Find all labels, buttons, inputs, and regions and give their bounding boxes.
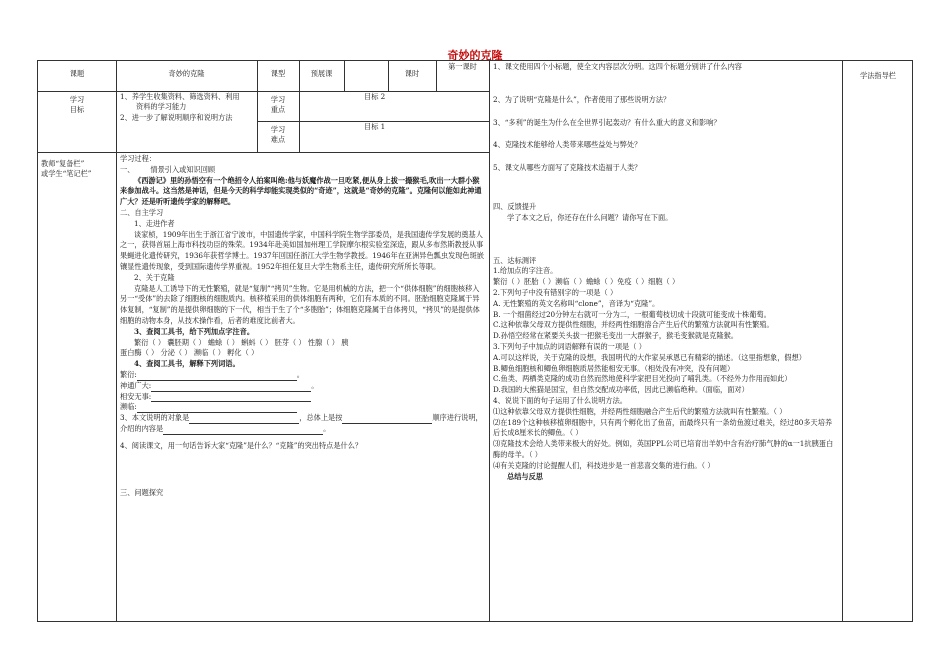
course-label: 课题 bbox=[69, 69, 85, 78]
q3-text: ，总体上是按 bbox=[299, 413, 343, 423]
test-option: B. 一个细菌经过20分钟左右就可一分为二，一根葡萄枝切成十段就可能变成十株葡萄。 bbox=[493, 309, 771, 319]
q3-text: 顺序进行说明，介绍的内容是 bbox=[120, 413, 483, 433]
step1-num: 一、 bbox=[120, 164, 135, 174]
author-text: 谈家桢，1909年出生于浙江省宁波市，中国遗传学家，中国科学院生物学部委员，是我国遗传学发展的奠基人之一，获得首届上海市科技功臣的殊荣。1934年赴美如国加州理工学院摩尔根实验室深造，跟从多布然斯教授从事果蝇进化遗传研究，1936年获哲学博士。1937年回国任浙江大学生物学教授。1946年在亚洲异色瓢虫发现色斑嵌镶显性遗传现象，受到国际遗传学界重视。1952年担任复旦大学生物系主任，遗传研究所所长等职。 bbox=[120, 229, 484, 271]
goal-item: 2、进一步了解说明顺序和说明方法 bbox=[120, 112, 233, 122]
feedback-text: 学了本文之后，你还存在什么问题？请你写在下面。 bbox=[507, 212, 673, 222]
question: 4、克隆技术能够给人类带来哪些益处与弊处？ bbox=[493, 140, 642, 150]
tool2-heading: 4、查阅工具书，解释下列词语。 bbox=[134, 359, 240, 369]
learning-process bbox=[120, 154, 486, 620]
type-value: 预展课 bbox=[310, 69, 333, 78]
question: 1、课文使用四个小标题，使全文内容层次分明。这四个标题分别讲了什么内容 bbox=[493, 62, 742, 71]
test-option: ⑶克隆技术会给人类带来极大的好处。例如，英国PPL公司已培育出羊奶中含有治疗肺气肿的α一1抗胰蛋白酶的母羊。（ ） bbox=[493, 439, 834, 459]
clone-heading: 2、关于克隆 bbox=[134, 272, 175, 282]
pinyin-row bbox=[120, 338, 486, 349]
q3-line bbox=[120, 413, 486, 435]
word-line bbox=[120, 402, 486, 413]
goals-list bbox=[120, 92, 255, 123]
step3-heading: 三、问题探究 bbox=[120, 487, 164, 497]
divider bbox=[38, 152, 489, 153]
divider bbox=[344, 61, 345, 91]
divider bbox=[116, 152, 117, 621]
difficulty-label-line: 学习 bbox=[270, 125, 286, 134]
pinyin-item: 蛋白酶（ ） bbox=[120, 348, 159, 358]
q3-text: 。 bbox=[323, 423, 331, 433]
word-term: 相安无事: bbox=[120, 391, 152, 401]
question: 5、课文从哪些方面写了克隆技术造福于人类？ bbox=[493, 163, 642, 173]
divider bbox=[842, 61, 843, 621]
answer-blank[interactable] bbox=[342, 416, 432, 424]
test-item: 4、说说下面的句子运用了什么说明方法。 bbox=[493, 395, 627, 405]
question: 3、“多利”的诞生为什么在全世界引起轰动？有什么重大的意义和影响？ bbox=[493, 117, 721, 127]
exercise-column bbox=[493, 62, 839, 620]
goal-item: 资料的学习能力 bbox=[136, 102, 187, 112]
step1-title: 情景引入或知识回顾 bbox=[150, 164, 216, 174]
pinyin-item: 性腺（ ） bbox=[307, 337, 339, 347]
goal-item: 1、养学生收集资料、筛选资料、利用 bbox=[120, 92, 240, 101]
step2-heading: 二、自主学习 bbox=[120, 207, 164, 217]
answer-blank[interactable] bbox=[137, 373, 297, 381]
teacher-note: 教师“复备栏” bbox=[41, 159, 85, 168]
pinyin-item: 分泌（ ） bbox=[160, 348, 192, 358]
test-option: D.孙悟空经常在紧要关头拔一把猴毛变出一大群猴子，猴毛变猴就是克隆猴。 bbox=[493, 331, 738, 341]
test-item: 繁衍（ ）胚胎（ ）濒临（ ）蟾蜍（ ）免疫（ ）细胞（ ） bbox=[493, 277, 680, 287]
pinyin-item: 囊胚期（ ） bbox=[167, 337, 206, 347]
summary-heading: 总结与反思 bbox=[507, 471, 543, 481]
goals-label-line: 目标 bbox=[69, 105, 85, 115]
pinyin-item: 胰 bbox=[341, 337, 349, 347]
q3-text: 3、本文说明的对象是 bbox=[120, 413, 190, 423]
clone-text: 克隆是人工诱导下的无性繁殖，就是“复制”“拷贝”生物。它是用机械的方法，把一个“供体细胞”的细胞核移入另一“受体”的去除了细胞核的细胞质内。核移植采用的供体细胞有两种，它们有本质的不同。胚胎细胞克隆属于异体复制，“复制”的是提供卵细胞的下一代，相当于生了个“多胞胎”；体细胞克隆属于自体拷贝，“拷贝”的是提供体细胞的动物本身，从技术操作看，后者的难度比前者大。 bbox=[120, 283, 480, 325]
word-term: 濒临: bbox=[120, 402, 137, 412]
answer-blank[interactable] bbox=[151, 384, 311, 392]
period-value: 第一课时 bbox=[448, 62, 477, 71]
process-title: 学习过程： bbox=[120, 154, 156, 163]
word-term: 繁衍: bbox=[120, 369, 137, 379]
word-term: 神通广大: bbox=[120, 380, 152, 390]
test-option: ⑴这种依靠父母双方提供性细胞，并经两性细胞融合产生后代的繁殖方法就叫有性繁殖。（ ） bbox=[493, 406, 787, 416]
key-label-line: 学习 bbox=[270, 95, 286, 104]
q4-text: 4、阅读课文，用一句话告诉大家“克隆”是什么？“克隆”的突出特点是什么？ bbox=[120, 440, 363, 450]
answer-blank[interactable] bbox=[163, 427, 323, 435]
difficulty-label-line: 难点 bbox=[270, 135, 286, 145]
author-heading: 1、走进作者 bbox=[134, 218, 175, 228]
test-option: C.这种依靠父母双方提供性细胞，并经两性细胞溶合产生后代的繁殖方法就叫有性繁殖。 bbox=[493, 320, 774, 330]
test-item: 3.下列句子中加点的词语解释有误的一项是（ ） bbox=[493, 341, 646, 351]
test-item: 1.给加点的字注音。 bbox=[493, 266, 558, 276]
page-title: 奇妙的克隆 bbox=[447, 49, 503, 62]
test-option: A. 无性繁殖的英文名称叫“clone”，音译为“克隆”。 bbox=[493, 298, 660, 308]
pinyin-row bbox=[120, 348, 486, 359]
step1-heading bbox=[120, 165, 486, 176]
period-label: 课时 bbox=[404, 69, 420, 78]
test-option: B.鲫鱼细胞核和鲫鱼卵细胞质居然能相安无事。（相处没有冲突，没有问题） bbox=[493, 363, 735, 373]
test-option: A.可以这样说，关于克隆的设想，我国明代的大作家吴承恩已有精彩的描述。（这里指想象，假想） bbox=[493, 352, 806, 362]
word-line bbox=[120, 392, 486, 403]
answer-blank[interactable] bbox=[137, 405, 297, 413]
pinyin-item: 濒临（ ） bbox=[193, 348, 225, 358]
test-option: ⑷有关克隆的讨论提醒人们，科技进步是一首悲喜交集的进行曲。（ ） bbox=[493, 460, 715, 470]
answer-blank[interactable] bbox=[151, 394, 311, 402]
difficulty-value: 目标 1 bbox=[364, 122, 386, 131]
method-guide-label: 学法指导栏 bbox=[860, 71, 896, 80]
course-name: 奇妙的克隆 bbox=[168, 69, 205, 78]
goals-label-line: 学习 bbox=[69, 95, 85, 104]
test-heading: 五、达标测评 bbox=[493, 255, 537, 265]
goals-label bbox=[38, 95, 116, 116]
difficulty-label bbox=[257, 125, 299, 146]
question: 2、为了说明“克隆是什么”，作者使用了那些说明方法？ bbox=[493, 94, 671, 104]
answer-blank[interactable] bbox=[189, 416, 299, 424]
student-note: 或学生“笔记栏” bbox=[41, 169, 92, 179]
key-value: 目标 2 bbox=[364, 92, 386, 101]
lesson-table bbox=[37, 60, 913, 622]
test-option: C.鱼类、两栖类克隆的成功自然而然地使科学家把目光投向了哺乳类。（不经外力作用而如此） bbox=[493, 374, 792, 384]
key-label-line: 重点 bbox=[270, 105, 286, 115]
word-line: 神通广大: 。 bbox=[120, 380, 319, 390]
word-line: 繁衍: 。 bbox=[120, 369, 304, 379]
intro-passage: 《西游记》里的孙悟空有一个绝招令人拍案叫绝:他与妖魔作战一旦吃紧,便从身上拔一撮猴毛,吹出一大群小猴来参加战斗。这当然是神话，但是今天的科学却能实现类似的“奇迹”，这就是“奇妙的克隆”。克隆何以能如此神通广大？还是听听遗传学家的解释吧。 bbox=[120, 175, 482, 207]
tool1-heading: 3、查阅工具书，给下列加点字注音。 bbox=[134, 326, 255, 336]
pinyin-item: 繁衍（ ） bbox=[134, 337, 166, 347]
key-label bbox=[257, 95, 299, 116]
divider bbox=[489, 61, 490, 621]
test-option: D.我国的大熊猫是国宝，但自然交配成功率低，因此已濒临绝种。（面临，面对） bbox=[493, 385, 749, 395]
pinyin-item: 胚芽（ ） bbox=[274, 337, 306, 347]
pinyin-item: 蟾蜍（ ） bbox=[207, 337, 239, 347]
pinyin-item: 孵化（ ） bbox=[227, 348, 259, 358]
note-column bbox=[41, 159, 113, 180]
type-label: 课型 bbox=[270, 69, 286, 78]
feedback-heading: 四、反馈提升 bbox=[493, 201, 537, 211]
pinyin-item: 蝌蚪（ ） bbox=[241, 337, 273, 347]
test-option: ⑵在189个这种核移植卵细胞中，只有两个孵化出了鱼苗，而最终只有一条幼鱼渡过难关，经过80多天培养后长成8厘米长的鲫鱼。（ ） bbox=[493, 417, 833, 438]
test-item: 2.下列句子中没有错别字的一项是（ ） bbox=[493, 287, 618, 297]
